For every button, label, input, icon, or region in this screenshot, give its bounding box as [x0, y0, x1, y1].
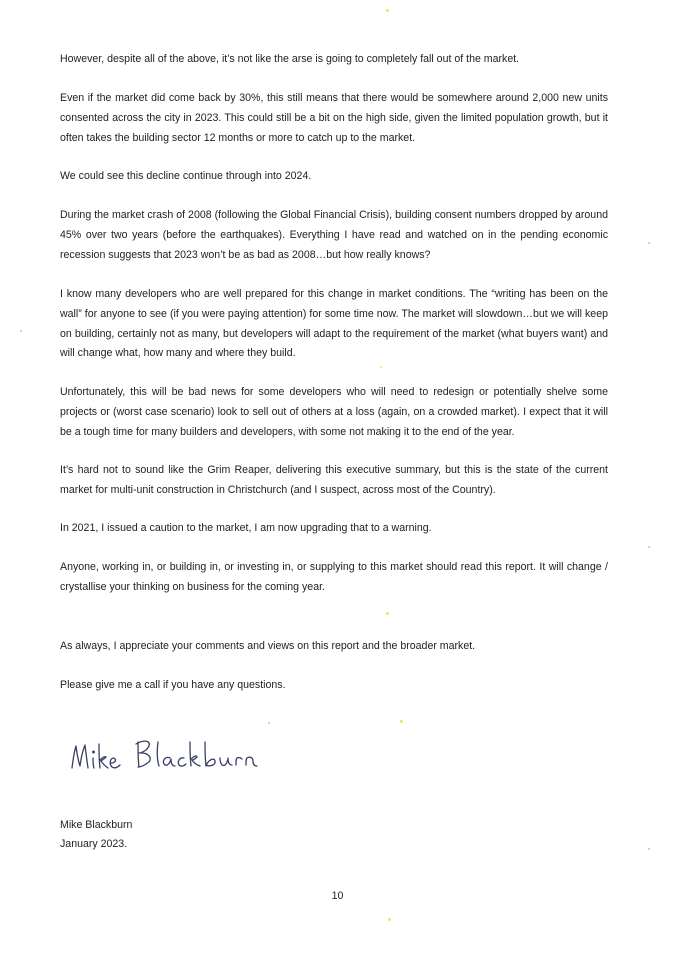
paragraph-read-report: Anyone, working in, or building in, or investing in, or supplying to this market should read this report. It will change / crystallise your thinking on business for the coming year.: [60, 561, 608, 593]
paragraph-decline-2024: We could see this decline continue through into 2024.: [60, 170, 312, 182]
handwritten-signature: [66, 730, 266, 780]
scan-speck: [386, 612, 389, 615]
scan-speck: [386, 9, 389, 12]
author-name: Mike Blackburn: [60, 819, 133, 831]
paragraph-2008-crash: During the market crash of 2008 (following the Global Financial Crisis), building consent numbers dropped by around 45% over two years (before the earthquakes). Everything I have read and watched on in the pending economic recession suggests that 2023 won’t be as bad as 2008…but how really knows?: [60, 209, 608, 261]
scan-speck: [648, 242, 650, 244]
page-number: 10: [331, 890, 344, 902]
paragraph-warning: In 2021, I issued a caution to the market, I am now upgrading that to a warning.: [60, 522, 432, 534]
scan-speck: [388, 918, 391, 921]
signature-block: [60, 816, 132, 854]
paragraph-bad-news-developers: Unfortunately, this will be bad news for some developers who will need to redesign or potentially shelve some projects or (worst case scenario) look to sell out of others at a loss (again, on a crowded market). I expect that it will be a tough time for many builders and developers, with some not making it to the end of the year.: [60, 386, 608, 438]
scan-speck: [268, 722, 270, 724]
scan-speck: [648, 546, 650, 548]
paragraph-2000-units-estimate: Even if the market did come back by 30%, this still means that there would be somewhere around 2,000 new units consented across the city in 2023. This could still be a bit on the high side, given the limited population growth, but it often takes the building sector 12 months or more to catch up to the market.: [60, 92, 608, 144]
paragraph-comments-welcome: As always, I appreciate your comments and views on this report and the broader market.: [60, 640, 476, 652]
scan-speck: [380, 366, 382, 368]
scan-speck: [20, 330, 22, 332]
paragraph-developers-prepared: I know many developers who are well prepared for this change in market conditions. The “writing has been on the wall” for anyone to see (if you were paying attention) for some time now. The market will slowdown…but we will keep on building, certainly not as many, but developers will adapt to the requirement of the market (what buyers want) and will change what, how many and where they build.: [60, 288, 608, 360]
scan-speck: [648, 848, 650, 850]
paragraph-call-me: Please give me a call if you have any questions.: [60, 679, 286, 691]
paragraph-grim-reaper: It’s hard not to sound like the Grim Reaper, delivering this executive summary, but this is the state of the current market for multi-unit construction in Christchurch (and I suspect, across most of the Country).: [60, 464, 608, 496]
paragraph-market-not-collapsing: However, despite all of the above, it’s not like the arse is going to completely fall out of the market.: [60, 53, 520, 65]
scan-speck: [400, 720, 403, 723]
signature-date: January 2023.: [60, 838, 128, 850]
